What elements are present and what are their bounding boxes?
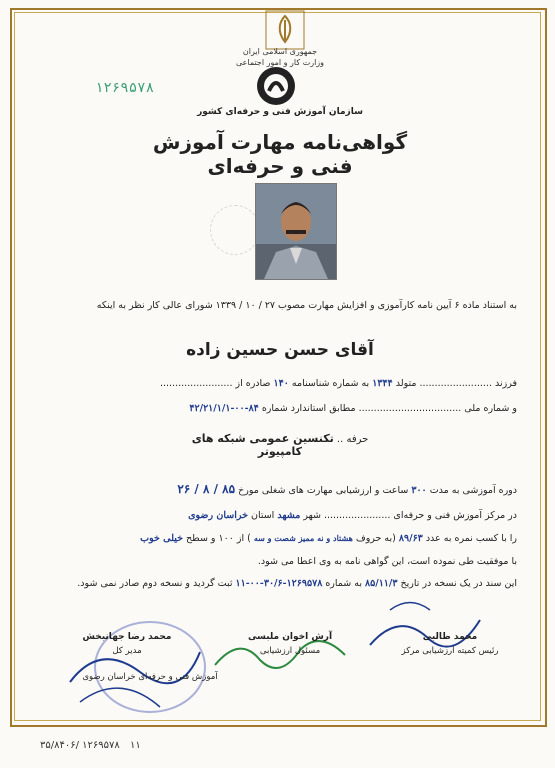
city-label: شهر bbox=[303, 510, 321, 521]
duration-text: ساعت و ارزشیابی مهارت های شغلی مورخ bbox=[238, 485, 409, 496]
standard-value: ۸۴-۰۰-۴۲/۲۱/۱/۱ bbox=[189, 403, 259, 414]
organization-logo-icon bbox=[255, 65, 297, 107]
embossed-seal bbox=[210, 205, 260, 255]
score-text-1: را با کسب نمره به عدد bbox=[425, 533, 517, 544]
director-org: آموزش فنی و حرفه‌ای خراسان رضوی bbox=[82, 672, 218, 682]
republic-text: جمهوری اسلامی ایران bbox=[242, 47, 318, 56]
issued-label: صادره از bbox=[235, 378, 271, 389]
score-words: هشتاد و نه ممیز شصت و سه bbox=[253, 533, 353, 543]
committee-head-name: محمد طالبی bbox=[422, 632, 478, 642]
score-text-2: (به حروف bbox=[355, 533, 396, 544]
evaluator-role: مسئول ارزشیابی bbox=[259, 646, 321, 656]
issue-number: ۱۲۶۹۵۷۸-۳۰/۶-۰۰-۱۱ bbox=[235, 578, 323, 589]
completion-line: با موفقیت طی نموده است، این گواهی نامه به وی اعطا می شود. bbox=[257, 556, 517, 567]
duration-row bbox=[177, 482, 517, 496]
issue-row bbox=[77, 578, 517, 589]
national-label: و شماره ملی bbox=[464, 403, 517, 414]
score-level: خیلی خوب bbox=[140, 533, 183, 544]
certificate-title: گواهی‌نامه مهارت آموزش فنی و حرفه‌ای bbox=[152, 130, 408, 178]
organization-name: سازمان آموزش فنی و حرفه‌ای کشور bbox=[197, 107, 363, 117]
born-label: متولد bbox=[395, 378, 417, 389]
occupation-label: حرفه bbox=[346, 434, 369, 445]
evaluator-name: آرش اخوان ملبسی bbox=[247, 632, 333, 642]
director-name: محمد رضا جهانبخش bbox=[82, 632, 172, 642]
duration-label: دوره آموزشی به مدت bbox=[429, 485, 517, 496]
occupation-row: حرفه .. تکنسین عمومی شبکه های کامپیوتر bbox=[191, 432, 369, 458]
director-stamp-icon bbox=[60, 612, 210, 722]
issue-text-3: ثبت گردید و نسخه دوم صادر نمی شود. bbox=[77, 578, 233, 589]
national-emblem-icon bbox=[265, 10, 305, 50]
province-label: استان bbox=[250, 510, 275, 521]
issue-text-2: به شماره bbox=[325, 578, 362, 589]
holder-photo bbox=[255, 183, 337, 280]
national-row: و شماره ملی .................................. مطابق استاندارد شماره ۸۴-۰۰-۴۲/۲۱/۱/۱ bbox=[189, 403, 517, 414]
child-of-label: فرزند bbox=[494, 378, 517, 389]
place-row: در مرکز آموزش فنی و حرفه‌ای ...................... شهر مشهد استان خراسان رضوی bbox=[188, 510, 517, 521]
basis-line: به استناد ماده ۶ آیین نامه کارآموزی و افزایش مهارت مصوب ۲۷ / ۱۰ / ۱۳۳۹ شورای عالی کار نظر به اینکه bbox=[96, 300, 517, 311]
score-row bbox=[140, 533, 517, 544]
birth-year: ۱۳۴۴ bbox=[372, 378, 393, 389]
director-role: مدیر کل bbox=[112, 646, 142, 656]
city-value: مشهد bbox=[277, 510, 301, 521]
score-number: ۸۹/۶۳ bbox=[398, 533, 423, 544]
issue-text-1: این سند در یک نسخه در تاریخ bbox=[400, 578, 517, 589]
issue-date: ۸۵/۱۱/۳ bbox=[365, 578, 398, 589]
committee-signature-icon bbox=[360, 590, 490, 670]
footer-code: ۳۵/۸۴۰۶/ ۱۲۶۹۵۷۸ bbox=[40, 740, 120, 751]
serial-number: ١٢۶٩۵٧٨ bbox=[95, 80, 155, 96]
footer-number: ۱۱ bbox=[130, 740, 141, 751]
holder-name: آقای حسن حسین زاده bbox=[186, 340, 374, 360]
standard-label: مطابق استاندارد شماره bbox=[261, 403, 356, 414]
occupation-value: تکنسین عمومی شبکه های کامپیوتر bbox=[191, 432, 334, 458]
id-label: به شماره شناسنامه bbox=[291, 378, 370, 389]
duration-hours: ۳۰۰ bbox=[411, 485, 427, 496]
committee-head-role: رئیس کمیته ارزشیابی مرکز bbox=[401, 646, 499, 656]
ministry-text: وزارت کار و امور اجتماعی bbox=[235, 58, 325, 67]
birth-row: فرزند ........................ متولد ۱۳۴۴ به شماره شناسنامه ۱۴۰ صادره از ........................ bbox=[159, 378, 517, 389]
center-label: در مرکز آموزش فنی و حرفه‌ای bbox=[393, 510, 517, 521]
province-value: خراسان رضوی bbox=[188, 510, 248, 521]
evaluation-date: ۸۵ / ۸ / ۲۶ bbox=[177, 482, 236, 496]
id-value: ۱۴۰ bbox=[273, 378, 289, 389]
score-text-3: ) از ۱۰۰ و سطح bbox=[186, 533, 251, 544]
